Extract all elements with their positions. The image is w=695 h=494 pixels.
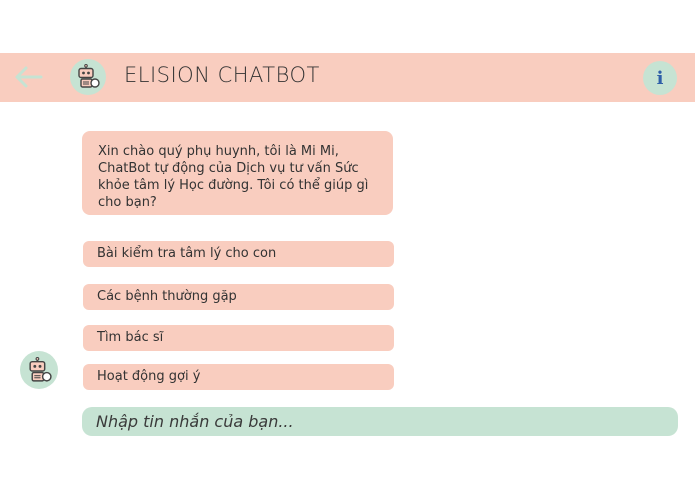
bot-greeting-bubble: Xin chào quý phụ huynh, tôi là Mi Mi, ChatBot tự động của Dịch vụ tư vấn Sức khỏe tâm lý Học đường. Tôi có thể giúp gì cho bạn?: [82, 131, 393, 215]
option-suggested-activities[interactable]: Hoạt động gợi ý: [83, 364, 394, 390]
option-psych-test[interactable]: Bài kiểm tra tâm lý cho con: [83, 241, 394, 267]
info-icon: i: [656, 67, 664, 89]
bot-message-avatar: [20, 351, 58, 389]
app-header: [0, 53, 695, 102]
arrow-left-icon: [12, 62, 44, 92]
option-find-doctor[interactable]: Tìm bác sĩ: [83, 325, 394, 351]
message-input[interactable]: [82, 407, 678, 436]
bot-avatar: [70, 59, 106, 95]
option-common-illnesses[interactable]: Các bệnh thường gặp: [83, 284, 394, 310]
info-button[interactable]: [643, 61, 677, 95]
robot-icon: [26, 357, 53, 384]
back-button[interactable]: [12, 62, 44, 92]
robot-icon: [75, 64, 101, 90]
app-title: ELISION CHATBOT: [124, 63, 320, 87]
